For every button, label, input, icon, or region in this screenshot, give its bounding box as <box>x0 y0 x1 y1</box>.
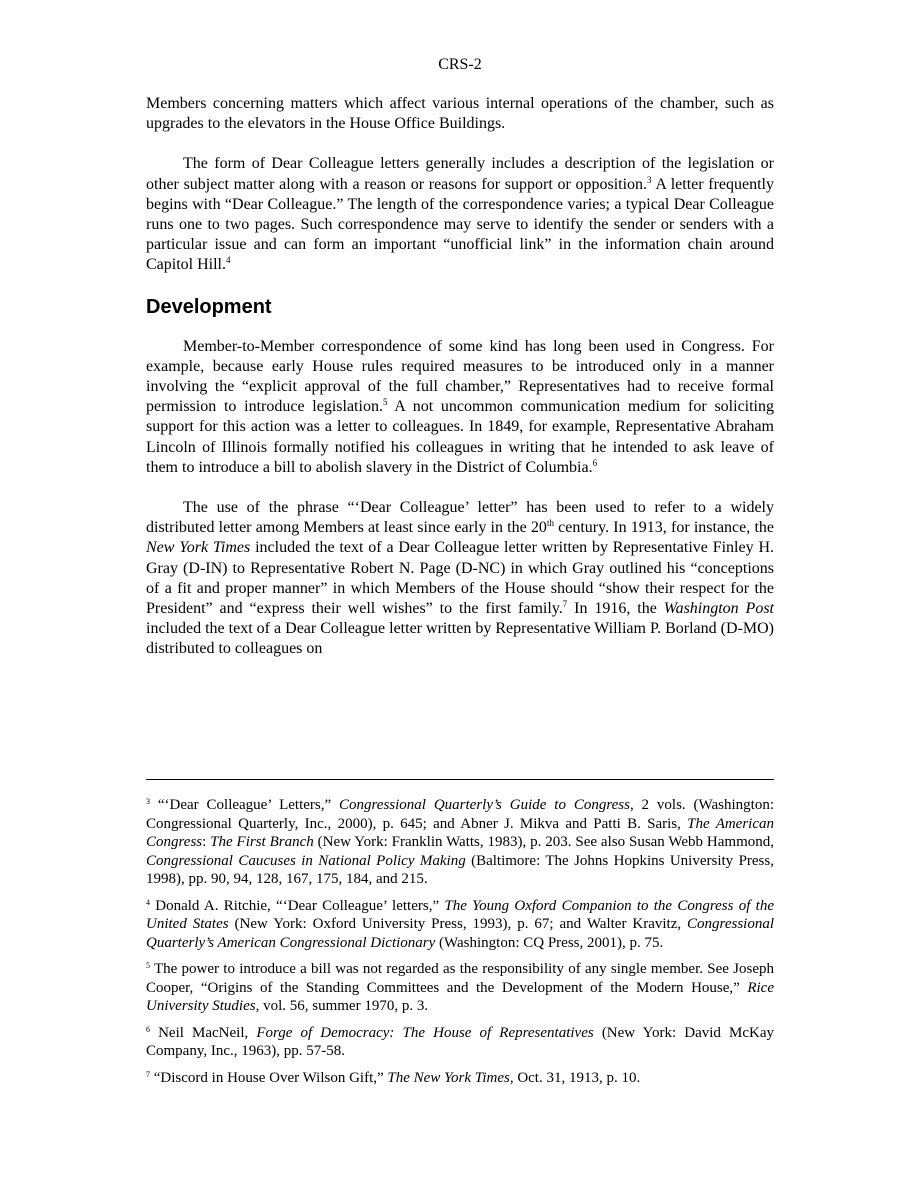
page-label: CRS-2 <box>438 56 482 73</box>
footnote-3: $^3$ “‘Dear Colleague’ Letters,” Congressional Quarterly’s Guide to Congress, 2 vols. (Washington: Congressional Quarterly, Inc., 2000), p. 645; and Abner J. Mikva and Patti B. Saris, The American Congress: The First Branch (New York: Franklin Watts, 1983), p. 203. See also Susan Webb Hammond, Congressional Caucuses in National Policy Making (Baltimore: The Johns Hopkins University Press, 1998), pp. 90, 94, 128, 167, 175, 184, and 215. <box>146 797 775 887</box>
footnote-ref-7[interactable]: 7 <box>562 599 568 610</box>
paragraph-phrase-usage: The use of the phrase “‘Dear Colleague’ letter” has been used to refer to a widely distributed letter among Members at least since early in the 20th century. In 1913, for instance, the New York Times included the text of a Dear Colleague letter written by Representative Finley H. Gray (D-IN) to Representative Robert N. Page (D-NC) in which Gray outlined his “conceptions of a fit and proper manner” in which Members of the House should “show their respect for the President” and “express their well wishes” to the first family.$^7$ In 1916, the Washington Post included the text of a Dear Colleague letter written by Representative William P. Borland (D-MO) distributed to colleagues on <box>146 499 775 658</box>
footnote-ref-5[interactable]: 5 <box>382 397 388 408</box>
section-heading-development: Development <box>146 295 272 318</box>
footnote-7: $^7$ “Discord in House Over Wilson Gift,” The New York Times, Oct. 31, 1913, p. 10. <box>146 1069 641 1086</box>
ordinal-suffix: th <box>546 518 554 529</box>
footnote-5: $^5$ The power to introduce a bill was not regarded as the responsibility of any single member. See Joseph Cooper, “Origins of the Standing Committees and the Development of the Modern House,” Rice University Studies, vol. 56, summer 1970, p. 3. <box>146 961 774 1014</box>
title-new-york-times: New York Times <box>146 539 251 557</box>
footnote-ref-4[interactable]: 4 <box>226 255 231 266</box>
footnote-ref-6[interactable]: 6 <box>592 457 598 468</box>
footnote-number: 7 <box>146 1069 150 1079</box>
footnote-6: $^6$ Neil MacNeil, Forge of Democracy: The House of Representatives (New York: David McKay Company, Inc., 1963), pp. 57-58. <box>146 1024 774 1059</box>
paragraph-member-correspondence: Member-to-Member correspondence of some kind has long been used in Congress. For example, because early House rules required measures to be introduced only in a manner involving the “explicit approval of the full chamber,” Representatives had to receive formal permission to introduce legislation.$^5$ A not uncommon communication medium for soliciting support for this action was a letter to colleagues. In 1849, for example, Representative Abraham Lincoln of Illinois formally notified his colleagues in writing that he intended to ask leave of them to introduce a bill to abolish slavery in the District of Columbia.$^6$ <box>146 337 774 476</box>
paragraph-letter-form: The form of Dear Colleague letters generally includes a description of the legislation or other subject matter along with a reason or reasons for support or opposition.$^3$ A letter frequently begins with “Dear Colleague.” The length of the correspondence varies; a typical Dear Colleague runs one to two pages. Such correspondence may serve to identify the sender or senders with a particular issue and can form an important “unofficial link” in the information chain around Capitol Hill.$^4$ <box>146 155 774 274</box>
footnote-4: $^4$ Donald A. Ritchie, “‘Dear Colleague’ letters,” The Young Oxford Companion to the Congress of the United States (New York: Oxford University Press, 1993), p. 67; and Walter Kravitz, Congressional Quarterly’s American Congressional Dictionary (Washington: CQ Press, 2001), p. 75. <box>146 897 774 951</box>
paragraph-continuation: Members concerning matters which affect various internal operations of the chamber, such as upgrades to the elevators in the House Office Buildings. <box>146 95 774 133</box>
page-header <box>0 55 920 75</box>
footnote-number: 3 <box>146 797 150 806</box>
title-washington-post: Washington Post <box>663 600 775 618</box>
footnote-number: 6 <box>146 1024 150 1034</box>
footnote-number: 4 <box>146 897 150 907</box>
footnote-number: 5 <box>146 961 150 970</box>
body-text <box>146 94 774 660</box>
footnotes <box>146 796 774 1095</box>
footnote-ref-3[interactable]: 3 <box>647 174 652 185</box>
footnote-divider <box>146 779 774 780</box>
